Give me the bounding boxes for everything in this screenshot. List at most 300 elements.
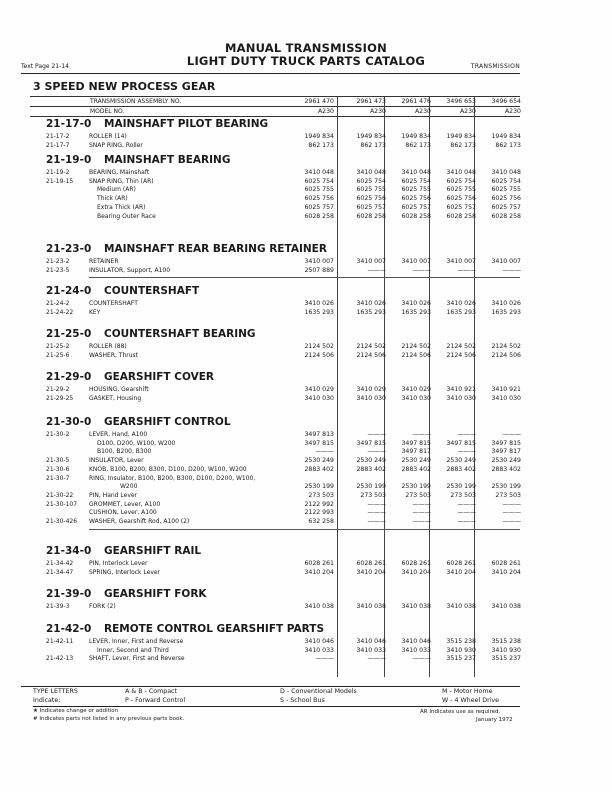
part-row bbox=[0, 169, 612, 178]
part-number: ——— bbox=[412, 518, 431, 525]
part-number: 6025 757 bbox=[356, 203, 386, 211]
part-number: 273 503 bbox=[308, 491, 334, 499]
part-row bbox=[0, 204, 612, 213]
section-name: GEARSHIFT COVER bbox=[104, 371, 214, 383]
part-number: 6028 261 bbox=[304, 560, 334, 567]
part-number: 273 503 bbox=[405, 491, 431, 499]
part-number: 3515 237 bbox=[491, 655, 521, 663]
reference-number: 21-19-2 bbox=[46, 169, 70, 176]
part-description: LEVER, Inner, First and Reverse bbox=[89, 638, 184, 645]
change-note: ★ Indicates change or addition bbox=[33, 708, 119, 714]
part-number: 6025 756 bbox=[446, 195, 476, 203]
part-number: 3497 815 bbox=[356, 439, 386, 447]
part-number: ——— bbox=[457, 266, 476, 274]
part-number: 2124 502 bbox=[304, 343, 334, 350]
part-number: 3515 238 bbox=[491, 638, 521, 645]
reference-number: 21-24-2 bbox=[46, 300, 70, 307]
part-number: 273 503 bbox=[450, 491, 476, 499]
section-number: 21-25-0 bbox=[46, 328, 92, 340]
part-number: ——— bbox=[457, 431, 476, 438]
reference-number: 21-17-2 bbox=[46, 133, 70, 140]
part-number: ——— bbox=[367, 518, 386, 525]
section-heading bbox=[46, 243, 327, 255]
part-number: 3497 817 bbox=[401, 448, 431, 456]
part-number: 3410 030 bbox=[401, 394, 431, 402]
type-ab: A & B - Compact bbox=[125, 688, 177, 695]
footer-rule-bottom bbox=[33, 706, 520, 707]
part-number: 3410 026 bbox=[401, 300, 431, 307]
section-heading bbox=[46, 154, 230, 166]
part-row bbox=[0, 386, 612, 395]
part-number: 6025 754 bbox=[491, 177, 521, 185]
not-listed-note: # Indicates parts not listed in any previous parts book. bbox=[33, 716, 185, 722]
part-description: GASKET, Housing bbox=[89, 394, 142, 402]
part-number: 3410 048 bbox=[491, 169, 521, 176]
part-number: 3515 238 bbox=[446, 638, 476, 645]
reference-number: 21-25-6 bbox=[46, 351, 70, 359]
part-description: SHAFT, Lever, First and Reverse bbox=[89, 655, 185, 663]
part-number: 6025 754 bbox=[356, 177, 386, 185]
indicate-label: Indicate: bbox=[33, 697, 61, 704]
section-name: GEARSHIFT CONTROL bbox=[104, 416, 231, 428]
date: January 1972 bbox=[476, 717, 513, 723]
part-number: 3410 204 bbox=[401, 568, 431, 576]
part-row bbox=[0, 655, 612, 664]
part-number: 3410 007 bbox=[304, 258, 334, 265]
part-number: 6025 757 bbox=[304, 203, 334, 211]
reference-number: 21-39-3 bbox=[46, 603, 70, 610]
part-row bbox=[0, 440, 612, 449]
part-number: 2530 249 bbox=[304, 457, 334, 465]
reference-number: 21-42-13 bbox=[46, 655, 74, 663]
part-number: 2530 249 bbox=[446, 457, 476, 465]
part-number: 2530 199 bbox=[304, 483, 334, 491]
part-number: ——— bbox=[457, 509, 476, 517]
ar-note: AR Indicates use as required. bbox=[420, 709, 501, 715]
part-row bbox=[0, 258, 612, 267]
section-number: 21-19-0 bbox=[46, 154, 92, 166]
reference-number: 21-29-2 bbox=[46, 386, 70, 393]
part-number: 2530 249 bbox=[401, 457, 431, 465]
part-number: ——— bbox=[502, 518, 521, 525]
section-number: 21-42-0 bbox=[46, 623, 92, 635]
reference-number: 21-23-5 bbox=[46, 266, 70, 274]
part-number: 3410 046 bbox=[401, 638, 431, 645]
part-row bbox=[0, 309, 612, 318]
part-number: ——— bbox=[502, 509, 521, 517]
part-description: PIN, Hand Lever bbox=[89, 491, 138, 499]
product-title: 3 SPEED NEW PROCESS GEAR bbox=[33, 80, 216, 93]
section-name: MAINSHAFT REAR BEARING RETAINER bbox=[104, 243, 327, 255]
part-number: ——— bbox=[367, 448, 386, 456]
section-name: COUNTERSHAFT BEARING bbox=[104, 328, 256, 340]
part-number: 1635 293 bbox=[446, 308, 476, 316]
part-number: 3410 026 bbox=[446, 300, 476, 307]
part-number: 1635 293 bbox=[491, 308, 521, 316]
part-number: 2124 502 bbox=[356, 343, 386, 350]
part-row bbox=[0, 492, 612, 501]
part-row bbox=[0, 569, 612, 578]
part-row bbox=[0, 195, 612, 204]
part-description: SPRING, Interlock Lever bbox=[89, 568, 161, 576]
part-number: 3410 048 bbox=[446, 169, 476, 176]
section-divider bbox=[89, 277, 520, 278]
part-number: ——— bbox=[412, 500, 431, 508]
part-description: RING, Insulator, B100, B200, B300, D100, D200, W100, bbox=[89, 474, 256, 482]
part-number: 2122 992 bbox=[304, 500, 334, 508]
part-number: ——— bbox=[412, 509, 431, 517]
part-row bbox=[0, 431, 612, 440]
part-number: 3410 026 bbox=[491, 300, 521, 307]
part-description: KEY bbox=[89, 308, 101, 316]
section-tag: TRANSMISSION bbox=[470, 63, 520, 70]
part-description: PIN, Interlock Lever bbox=[89, 560, 148, 567]
part-number: 862 173 bbox=[308, 141, 334, 149]
section-heading bbox=[46, 416, 231, 428]
part-description: GROMMET, Lever, A100 bbox=[89, 500, 161, 508]
section-name: MAINSHAFT BEARING bbox=[104, 154, 231, 166]
section-name: MAINSHAFT PILOT BEARING bbox=[104, 118, 269, 130]
part-number: 2530 249 bbox=[491, 457, 521, 465]
part-number: ——— bbox=[457, 500, 476, 508]
part-number: 2883 402 bbox=[356, 465, 386, 473]
part-number: 632 258 bbox=[308, 518, 334, 525]
section-number: 21-30-0 bbox=[46, 416, 92, 428]
part-description: LEVER, Hand, A100 bbox=[89, 431, 148, 438]
part-number: ——— bbox=[412, 431, 431, 438]
part-description: KNOB, B100, B200, B300, D100, D200, W100, W200 bbox=[89, 465, 247, 473]
text-page-ref: Text Page 21-14 bbox=[21, 63, 69, 70]
part-number: 3410 204 bbox=[491, 568, 521, 576]
reference-number: 21-42-11 bbox=[46, 638, 74, 645]
section-heading bbox=[46, 545, 201, 557]
type-s: S - School Bus bbox=[280, 697, 325, 704]
section-name: GEARSHIFT FORK bbox=[104, 588, 207, 600]
part-row bbox=[0, 267, 612, 276]
part-row bbox=[0, 142, 612, 151]
part-number: ——— bbox=[367, 500, 386, 508]
section-number: 21-29-0 bbox=[46, 371, 92, 383]
part-number: 273 503 bbox=[495, 491, 521, 499]
section-heading bbox=[46, 371, 214, 383]
part-description: SNAP RING, Thin (AR) bbox=[89, 177, 154, 185]
part-number: 3410 030 bbox=[304, 394, 334, 402]
part-number: 1635 293 bbox=[401, 308, 431, 316]
part-row bbox=[0, 483, 612, 492]
part-row bbox=[0, 186, 612, 195]
part-row bbox=[0, 647, 612, 656]
part-description: WASHER, Thrust bbox=[89, 351, 139, 359]
reference-number: 21-30-107 bbox=[46, 500, 78, 508]
section-number: 21-17-0 bbox=[46, 118, 92, 130]
part-number: 3410 048 bbox=[304, 169, 334, 176]
part-number: 3410 048 bbox=[356, 169, 386, 176]
model-number: A230 bbox=[317, 108, 334, 115]
type-m: M - Motor Home bbox=[442, 688, 493, 695]
reference-number: 21-25-2 bbox=[46, 343, 70, 350]
part-number: 2124 502 bbox=[401, 343, 431, 350]
part-number: 3410 026 bbox=[356, 300, 386, 307]
part-row bbox=[0, 475, 612, 484]
section-number: 21-34-0 bbox=[46, 545, 92, 557]
assembly-number: 2961 470 bbox=[304, 98, 334, 105]
part-number: 2124 506 bbox=[446, 351, 476, 359]
part-number: ——— bbox=[367, 431, 386, 438]
assembly-number: 2961 476 bbox=[401, 98, 431, 105]
section-heading bbox=[46, 588, 207, 600]
part-number: 273 503 bbox=[360, 491, 386, 499]
part-number: 3410 048 bbox=[401, 169, 431, 176]
part-number: 3410 046 bbox=[304, 638, 334, 645]
reference-number: 21-30-2 bbox=[46, 431, 70, 438]
part-number: 1949 834 bbox=[446, 133, 476, 140]
reference-number: 21-30-7 bbox=[46, 474, 70, 482]
reference-number: 21-24-22 bbox=[46, 308, 74, 316]
section-name: COUNTERSHAFT bbox=[104, 285, 200, 297]
part-number: ——— bbox=[367, 655, 386, 663]
type-d: D - Conventional Models bbox=[280, 688, 357, 695]
footer-rule-top bbox=[21, 686, 520, 687]
part-number: 2530 199 bbox=[446, 483, 476, 491]
part-number: 3410 007 bbox=[401, 258, 431, 265]
assembly-number: 3496 654 bbox=[491, 98, 521, 105]
header-rule bbox=[21, 73, 520, 74]
part-number: 6025 757 bbox=[446, 203, 476, 211]
part-number: ——— bbox=[412, 655, 431, 663]
reference-number: 21-30-5 bbox=[46, 457, 70, 465]
part-description: ROLLER (14) bbox=[89, 133, 127, 140]
part-number: ——— bbox=[502, 266, 521, 274]
part-number: 6025 755 bbox=[356, 186, 386, 194]
part-number: 3410 038 bbox=[304, 603, 334, 610]
model-number: A230 bbox=[459, 108, 476, 115]
part-number: 2530 199 bbox=[491, 483, 521, 491]
part-number: 1949 834 bbox=[401, 133, 431, 140]
part-number: 3410 026 bbox=[304, 300, 334, 307]
part-number: 2122 993 bbox=[304, 509, 334, 517]
part-number: 2883 402 bbox=[304, 465, 334, 473]
part-number: ——— bbox=[502, 500, 521, 508]
part-number: 3410 029 bbox=[401, 386, 431, 393]
reference-number: 21-17-7 bbox=[46, 141, 70, 149]
section-heading bbox=[46, 623, 324, 635]
part-number: ——— bbox=[315, 448, 334, 456]
part-row bbox=[0, 178, 612, 187]
model-number: A230 bbox=[369, 108, 386, 115]
part-number: ——— bbox=[367, 266, 386, 274]
part-description: BEARING, Mainshaft bbox=[89, 169, 150, 176]
part-number: 3497 815 bbox=[401, 439, 431, 447]
part-number: 6025 756 bbox=[356, 195, 386, 203]
part-number: 6028 258 bbox=[304, 212, 334, 220]
part-number: 3410 033 bbox=[401, 646, 431, 654]
part-description: RETAINER bbox=[89, 258, 119, 265]
part-number: 3410 204 bbox=[356, 568, 386, 576]
part-number: 862 173 bbox=[360, 141, 386, 149]
part-row bbox=[0, 518, 612, 527]
section-number: 21-24-0 bbox=[46, 285, 92, 297]
part-number: 3410 038 bbox=[491, 603, 521, 610]
part-number: 2883 402 bbox=[446, 465, 476, 473]
part-row bbox=[0, 509, 612, 518]
type-letters-label: TYPE LETTERS bbox=[33, 688, 78, 695]
part-number: 6025 755 bbox=[491, 186, 521, 194]
part-number: 3497 815 bbox=[491, 439, 521, 447]
part-row bbox=[0, 343, 612, 352]
section-name: REMOTE CONTROL GEARSHIFT PARTS bbox=[104, 623, 325, 635]
part-number: 3410 033 bbox=[304, 646, 334, 654]
part-number: 3410 030 bbox=[491, 394, 521, 402]
part-description: INSULATOR, Support, A100 bbox=[89, 266, 171, 274]
part-number: 6028 258 bbox=[491, 212, 521, 220]
part-number: 1635 293 bbox=[304, 308, 334, 316]
catalog-title-line2: LIGHT DUTY TRUCK PARTS CATALOG bbox=[186, 54, 426, 68]
part-number: 2883 402 bbox=[491, 465, 521, 473]
part-number: 1949 834 bbox=[356, 133, 386, 140]
part-description: B100, B200, B300 bbox=[97, 448, 152, 456]
part-row bbox=[0, 603, 612, 612]
assembly-number: 3496 653 bbox=[446, 98, 476, 105]
part-number: 6025 755 bbox=[401, 186, 431, 194]
reference-number: 21-30-22 bbox=[46, 491, 74, 499]
part-description: ROLLER (88) bbox=[89, 343, 127, 350]
part-row bbox=[0, 501, 612, 510]
part-number: 3410 204 bbox=[446, 568, 476, 576]
part-number: 2507 889 bbox=[304, 266, 334, 274]
model-number: A230 bbox=[504, 108, 521, 115]
part-row bbox=[0, 133, 612, 142]
part-number: 862 173 bbox=[405, 141, 431, 149]
part-number: 6025 756 bbox=[491, 195, 521, 203]
section-heading bbox=[46, 328, 256, 340]
part-number: 6028 258 bbox=[401, 212, 431, 220]
part-number: 3497 813 bbox=[304, 431, 334, 438]
part-description: FORK (2) bbox=[89, 603, 116, 610]
part-number: 3410 038 bbox=[446, 603, 476, 610]
part-number: 3410 038 bbox=[356, 603, 386, 610]
reference-number: 21-19-15 bbox=[46, 177, 74, 185]
part-number: 3410 921 bbox=[446, 386, 476, 393]
part-number: 2124 506 bbox=[356, 351, 386, 359]
part-number: 3410 033 bbox=[356, 646, 386, 654]
part-number: 3410 030 bbox=[446, 394, 476, 402]
part-number: 6028 258 bbox=[356, 212, 386, 220]
assembly-label: TRANSMISSION ASSEMBLY NO. bbox=[90, 98, 182, 105]
part-number: 3497 815 bbox=[446, 439, 476, 447]
model-label: MODEL NO. bbox=[90, 108, 125, 115]
part-number: 3410 007 bbox=[356, 258, 386, 265]
section-heading bbox=[46, 118, 268, 130]
section-number: 21-23-0 bbox=[46, 243, 92, 255]
part-description: COUNTERSHAFT bbox=[89, 300, 138, 307]
part-number: 3410 029 bbox=[356, 386, 386, 393]
part-number: 3515 237 bbox=[446, 655, 476, 663]
part-row bbox=[0, 638, 612, 647]
part-description: W200 bbox=[120, 483, 138, 491]
part-number: 2530 199 bbox=[401, 483, 431, 491]
part-description: INSULATOR, Lever bbox=[89, 457, 144, 465]
part-number: 3410 930 bbox=[446, 646, 476, 654]
section-divider bbox=[89, 529, 520, 530]
part-number: 6025 756 bbox=[304, 195, 334, 203]
part-description: CUSHION, Lever, A100 bbox=[89, 509, 157, 517]
part-number: 3497 817 bbox=[491, 448, 521, 456]
part-number: 3410 007 bbox=[491, 258, 521, 265]
part-number: 6028 258 bbox=[446, 212, 476, 220]
part-row bbox=[0, 213, 612, 222]
part-description: Thick (AR) bbox=[97, 195, 128, 203]
part-number: 862 173 bbox=[495, 141, 521, 149]
part-number: 3410 046 bbox=[356, 638, 386, 645]
part-number: 6028 261 bbox=[356, 560, 386, 567]
part-row bbox=[0, 352, 612, 361]
part-description: Bearing Outer Race bbox=[97, 212, 156, 220]
type-w: W - 4 Wheel Drive bbox=[442, 697, 500, 704]
part-number: 6025 757 bbox=[401, 203, 431, 211]
part-number: ——— bbox=[457, 448, 476, 456]
section-number: 21-39-0 bbox=[46, 588, 92, 600]
reference-number: 21-34-42 bbox=[46, 560, 74, 567]
part-number: 6028 261 bbox=[446, 560, 476, 567]
part-description: D100, D200, W100, W200 bbox=[97, 439, 176, 447]
part-number: 6025 755 bbox=[446, 186, 476, 194]
part-number: 3410 007 bbox=[446, 258, 476, 265]
part-row bbox=[0, 300, 612, 309]
type-p: P - Forward Control bbox=[125, 697, 186, 704]
part-row bbox=[0, 466, 612, 475]
assembly-number: 2961 473 bbox=[356, 98, 386, 105]
part-number: 2124 506 bbox=[401, 351, 431, 359]
part-number: 1949 834 bbox=[491, 133, 521, 140]
part-number: 2124 506 bbox=[304, 351, 334, 359]
table-header-rule-bottom bbox=[30, 116, 520, 117]
part-number: ——— bbox=[367, 509, 386, 517]
part-number: 6025 755 bbox=[304, 186, 334, 194]
part-number: ——— bbox=[412, 266, 431, 274]
part-description: Extra Thick (AR) bbox=[97, 203, 146, 211]
part-number: 3410 921 bbox=[491, 386, 521, 393]
catalog-title-line1: MANUAL TRANSMISSION bbox=[225, 41, 387, 55]
part-number: ——— bbox=[502, 431, 521, 438]
part-row bbox=[0, 560, 612, 569]
part-row bbox=[0, 457, 612, 466]
part-number: 2124 506 bbox=[491, 351, 521, 359]
part-row bbox=[0, 395, 612, 404]
model-number: A230 bbox=[414, 108, 431, 115]
part-description: HOUSING, Gearshift bbox=[89, 386, 149, 393]
part-number: 2124 502 bbox=[491, 343, 521, 350]
part-number: 2124 502 bbox=[446, 343, 476, 350]
part-number: 2530 249 bbox=[356, 457, 386, 465]
part-number: 6028 261 bbox=[401, 560, 431, 567]
part-number: 6028 261 bbox=[491, 560, 521, 567]
section-name: GEARSHIFT RAIL bbox=[104, 545, 202, 557]
part-number: 3410 930 bbox=[491, 646, 521, 654]
reference-number: 21-34-47 bbox=[46, 568, 74, 576]
part-number: ——— bbox=[457, 518, 476, 525]
section-heading bbox=[46, 285, 199, 297]
part-number: 3497 815 bbox=[304, 439, 334, 447]
part-number: 6025 754 bbox=[446, 177, 476, 185]
part-number: 2530 199 bbox=[356, 483, 386, 491]
part-description: Inner, Second and Third bbox=[97, 646, 169, 654]
part-row bbox=[0, 448, 612, 457]
part-number: ——— bbox=[315, 655, 334, 663]
part-number: 2883 402 bbox=[401, 465, 431, 473]
part-number: 862 173 bbox=[450, 141, 476, 149]
part-number: 6025 756 bbox=[401, 195, 431, 203]
part-number: 1635 293 bbox=[356, 308, 386, 316]
